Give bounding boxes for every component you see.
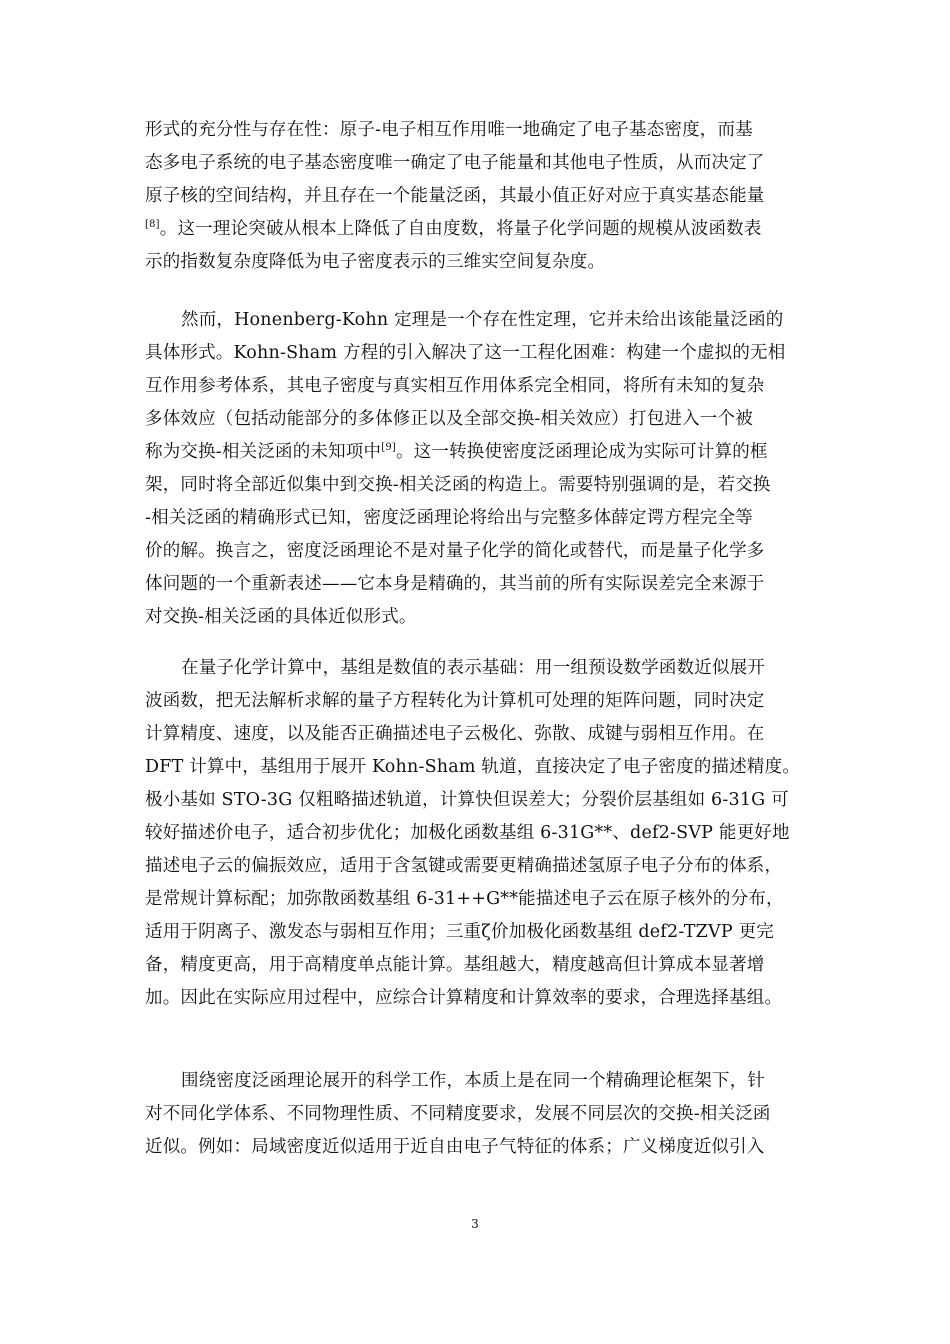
text-segment: 称为交换-相关泛函的未知项中 bbox=[145, 442, 382, 462]
text-line: -相关泛函的精确形式已知，密度泛函理论将给出与完整多体薛定谔方程完全等 bbox=[145, 508, 753, 528]
text-line: 近似。例如：局域密度近似适用于近自由电子气特征的体系；广义梯度近似引入 bbox=[145, 1137, 765, 1157]
text-line: 对不同化学体系、不同物理性质、不同精度要求，发展不同层次的交换-相关泛函 bbox=[145, 1104, 771, 1124]
paragraph-first-line: 围绕密度泛函理论展开的科学工作，本质上是在同一个精确理论框架下，针 bbox=[181, 1071, 766, 1091]
text-segment: 。这一转换使密度泛函理论成为实际可计算的框 bbox=[395, 442, 768, 462]
text-line bbox=[145, 217, 810, 241]
text-line: 具体形式。Kohn-Sham 方程的引入解决了这一工程化困难：构建一个虚拟的无相 bbox=[145, 343, 786, 363]
text-line: 原子核的空间结构，并且存在一个能量泛函，其最小值正好对应于真实基态能量 bbox=[145, 186, 765, 206]
text-line: 波函数，把无法解析求解的量子方程转化为计算机可处理的矩阵问题，同时决定 bbox=[145, 691, 765, 711]
text-line: 态多电子系统的电子基态密度唯一确定了电子能量和其他电子性质，从而决定了 bbox=[145, 153, 765, 173]
text-line: 互作用参考体系，其电子密度与真实相互作用体系完全相同，将所有未知的复杂 bbox=[145, 376, 765, 396]
text-line: 多体效应（包括动能部分的多体修正以及全部交换-相关效应）打包进入一个被 bbox=[145, 409, 753, 429]
text-line: 描述电子云的偏振效应，适用于含氢键或需要更精确描述氢原子电子分布的体系， bbox=[145, 856, 783, 876]
text-line: 价的解。换言之，密度泛函理论不是对量子化学的简化或替代，而是量子化学多 bbox=[145, 541, 765, 561]
page-number: 3 bbox=[471, 1217, 479, 1231]
text-line: 体问题的一个重新表述——它本身是精确的，其当前的所有实际误差完全来源于 bbox=[145, 574, 765, 594]
paragraph-first-line: 在量子化学计算中，基组是数值的表示基础：用一组预设数学函数近似展开 bbox=[181, 658, 766, 678]
citation: [9] bbox=[381, 442, 396, 454]
text-segment: 。这一理论突破从根本上降低了自由度数，将量子化学问题的规模从波函数表 bbox=[159, 219, 762, 239]
text-line: 备，精度更高，用于高精度单点能计算。基组越大，精度越高但计算成本显著增 bbox=[145, 955, 765, 975]
text-line: 是常规计算标配；加弥散函数基组 6-31++G**能描述电子云在原子核外的分布， bbox=[145, 889, 784, 909]
paragraph-first-line: 然而，Honenberg-Kohn 定理是一个存在性定理，它并未给出该能量泛函的 bbox=[181, 310, 784, 330]
text-line: 形式的充分性与存在性：原子-电子相互作用唯一地确定了电子基态密度，而基 bbox=[145, 120, 753, 140]
text-line: DFT 计算中，基组用于展开 Kohn-Sham 轨道，直接决定了电子密度的描述精度。 bbox=[145, 757, 801, 777]
text-line: 架，同时将全部近似集中到交换-相关泛函的构造上。需要特别强调的是，若交换 bbox=[145, 475, 771, 495]
text-line: 示的指数复杂度降低为电子密度表示的三维实空间复杂度。 bbox=[145, 252, 606, 272]
citation: [8] bbox=[145, 219, 160, 231]
text-line: 加。因此在实际应用过程中，应综合计算精度和计算效率的要求，合理选择基组。 bbox=[145, 988, 783, 1008]
text-line: 计算精度、速度，以及能否正确描述电子云极化、弥散、成键与弱相互作用。在 bbox=[145, 724, 765, 744]
text-line: 对交换-相关泛函的具体近似形式。 bbox=[145, 607, 417, 627]
text-line: 较好描述价电子，适合初步优化；加极化函数基组 6-31G**、def2-SVP 能更好地 bbox=[145, 823, 790, 843]
text-line bbox=[145, 440, 810, 464]
text-line: 极小基如 STO-3G 仅粗略描述轨道，计算快但误差大；分裂价层基组如 6-31G 可 bbox=[145, 790, 789, 810]
text-line: 适用于阴离子、激发态与弱相互作用；三重ζ价加极化函数基组 def2-TZVP 更完 bbox=[145, 922, 775, 942]
